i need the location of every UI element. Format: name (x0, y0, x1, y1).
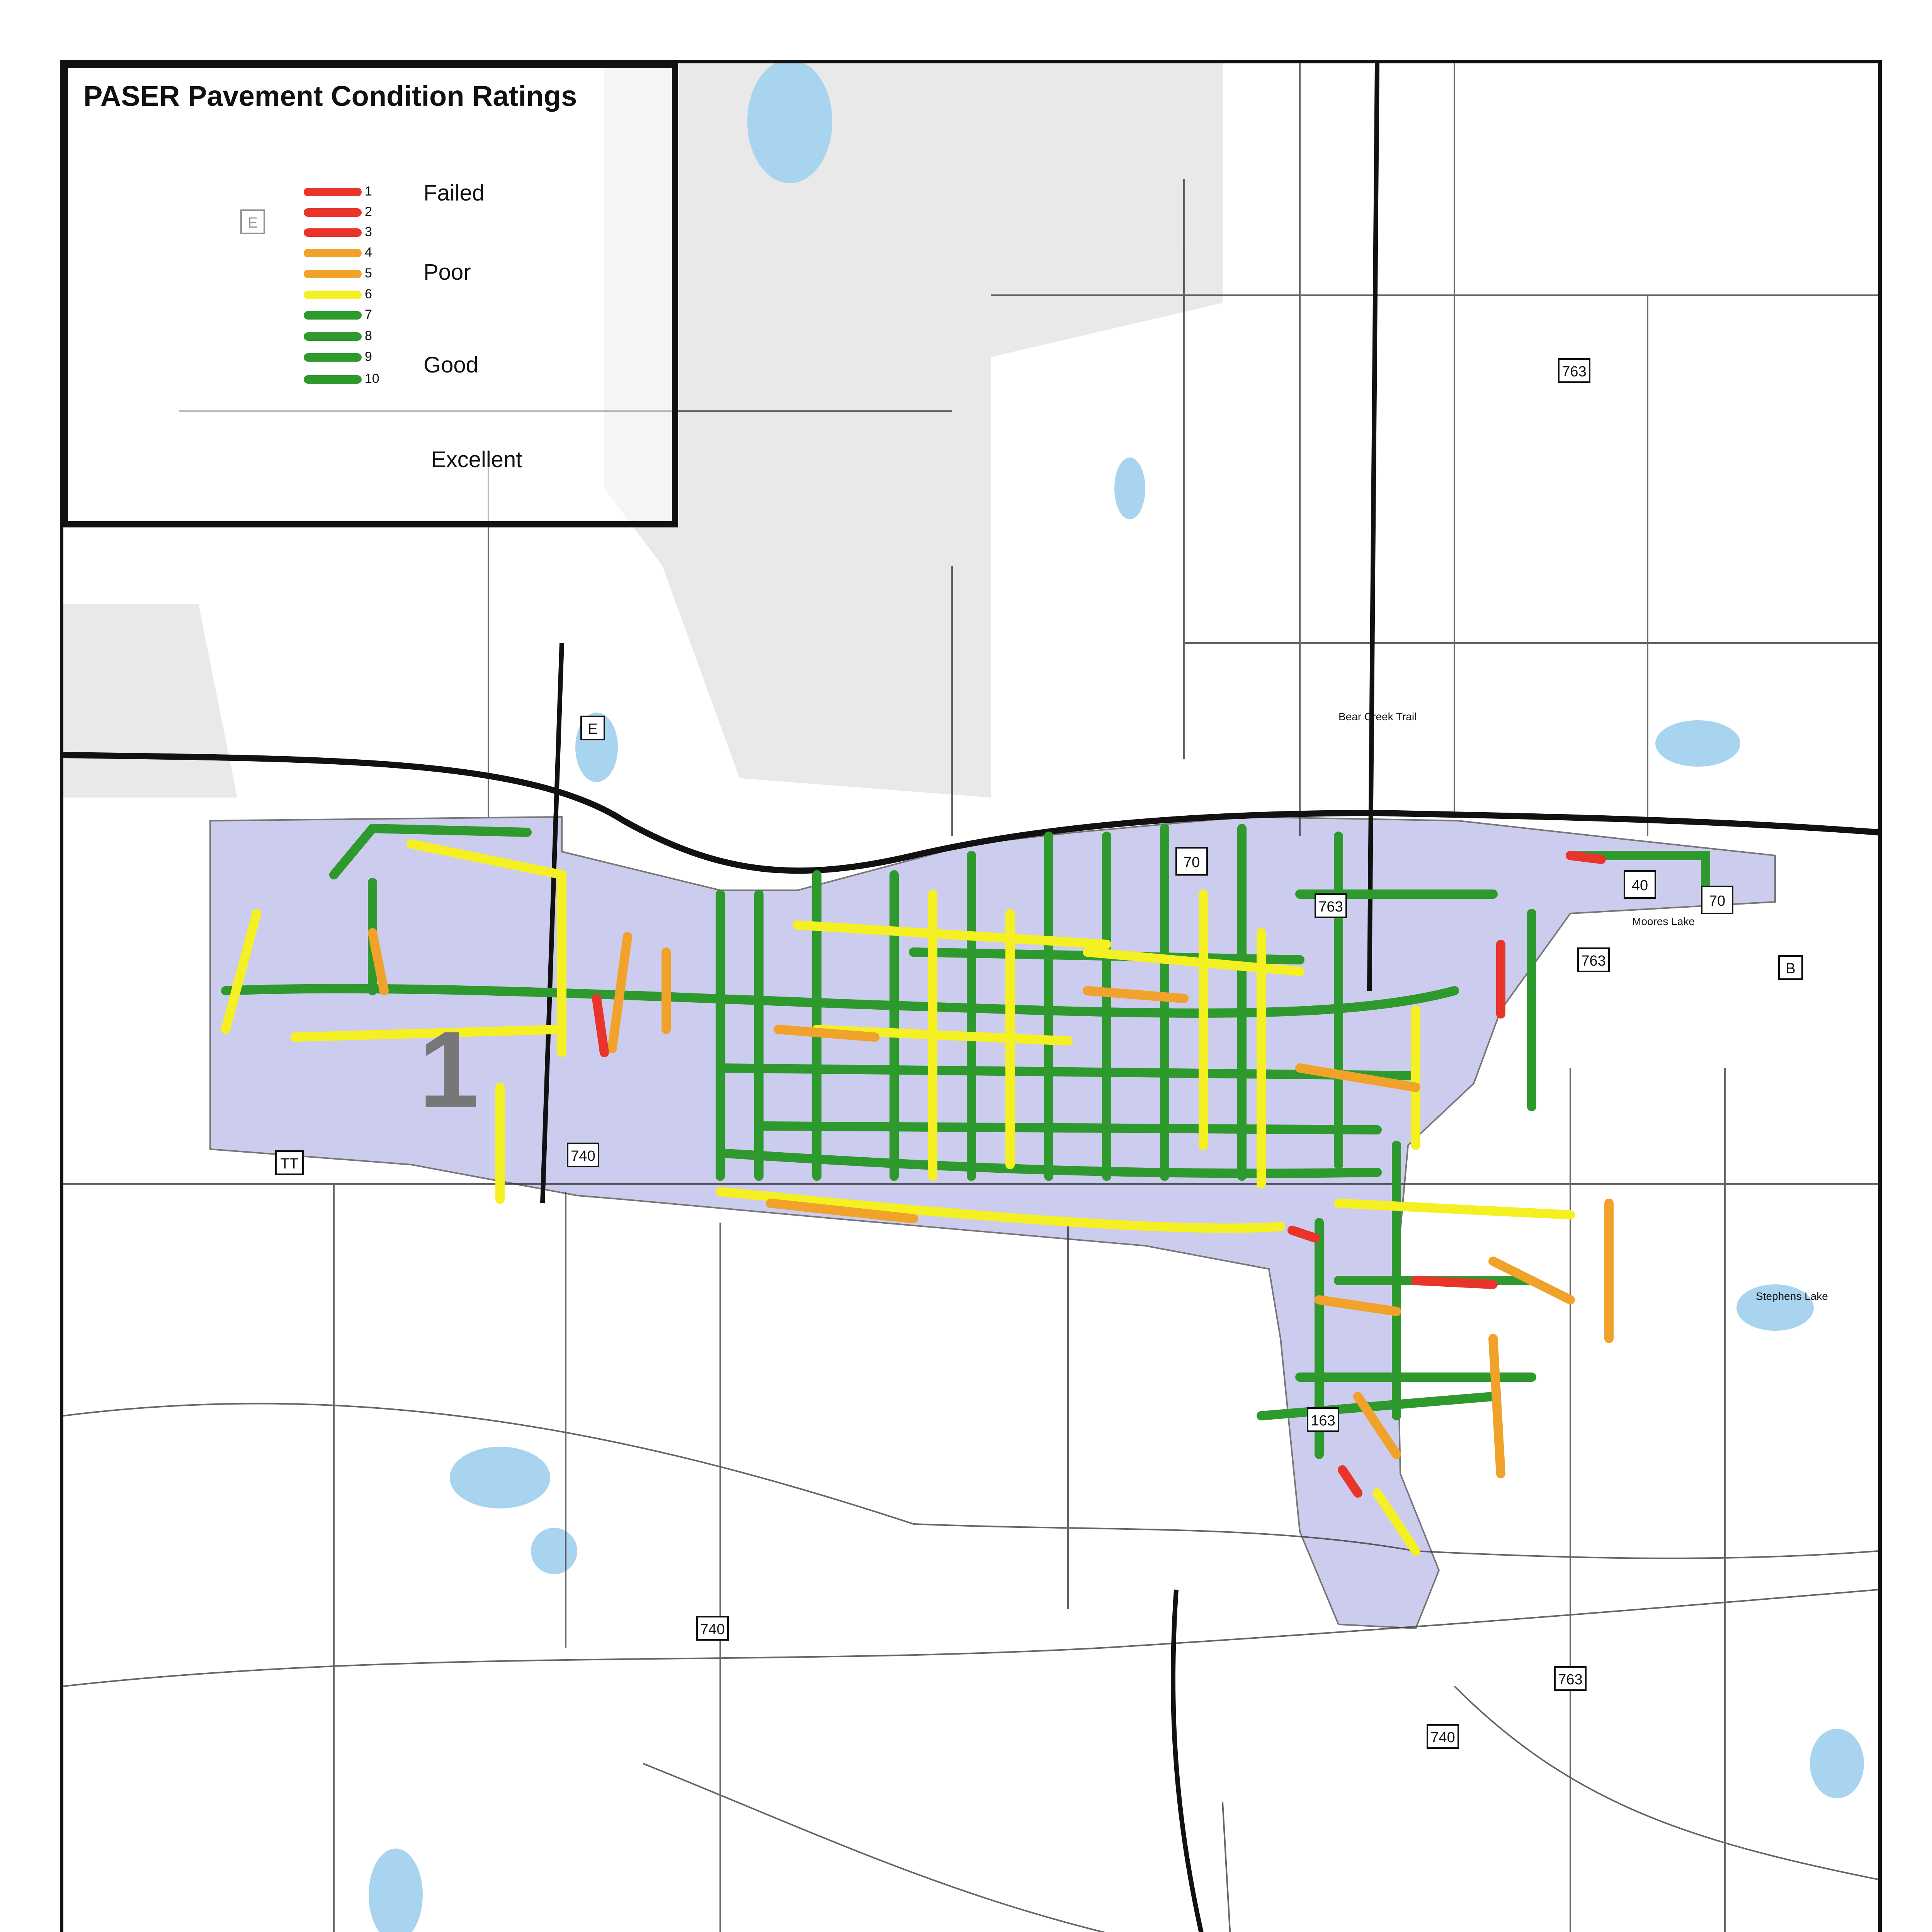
ward-number-label: 1 (419, 1009, 479, 1130)
paser-ratings-legend (62, 62, 678, 527)
rating-swatch (304, 353, 362, 362)
rating-class-poor: Poor (423, 260, 471, 285)
shield-70b: 70 (1709, 893, 1726, 909)
rating-value: 3 (365, 224, 372, 239)
rating-swatch (304, 332, 362, 341)
shield-740b: 740 (700, 1621, 725, 1638)
rating-class-excellent: Excellent (431, 447, 522, 472)
shield-40: 40 (1631, 878, 1648, 894)
rating-value: 6 (365, 287, 372, 301)
rating-value: 4 (365, 245, 372, 260)
shield-763: 763 (1318, 899, 1343, 915)
rating-swatch (304, 188, 362, 196)
rating-swatch (304, 228, 362, 237)
county-boundary-area (604, 63, 1223, 798)
label-moores-lake: Moores Lake (1632, 915, 1695, 927)
rating-value: 10 (365, 371, 379, 386)
rating-value: 5 (365, 266, 372, 281)
shield-70: 70 (1183, 854, 1200, 871)
rating-value: 8 (365, 328, 372, 343)
rating-class-good: Good (423, 352, 478, 378)
shield-763b: 763 (1581, 953, 1606, 969)
rating-value: 9 (365, 349, 372, 364)
shield-163: 163 (1311, 1413, 1335, 1429)
rating-value: 7 (365, 307, 372, 322)
rating-class-failed: Failed (423, 180, 485, 206)
rating-swatch (304, 311, 362, 320)
shield-b: B (1786, 961, 1796, 977)
paser-ratings-title: PASER Pavement Condition Ratings (83, 80, 577, 112)
rating-swatch (304, 270, 362, 278)
rating-value: 1 (365, 184, 372, 199)
shield-740: 740 (571, 1148, 595, 1164)
shield-763d: 763 (1558, 1672, 1583, 1688)
label-stephens-lake: Stephens Lake (1756, 1290, 1828, 1302)
shield-tt: TT (280, 1156, 299, 1172)
label-bear-creek-trail: Bear Creek Trail (1338, 711, 1417, 723)
county-boundary-area (63, 604, 237, 798)
shield-e2: E (588, 721, 598, 737)
rating-swatch (304, 208, 362, 217)
rating-swatch (304, 375, 362, 384)
rating-value: 2 (365, 204, 372, 219)
rating-swatch (304, 249, 362, 257)
shield-740c: 740 (1430, 1730, 1455, 1746)
rating-swatch (304, 291, 362, 299)
shield-763c: 763 (1562, 364, 1587, 380)
